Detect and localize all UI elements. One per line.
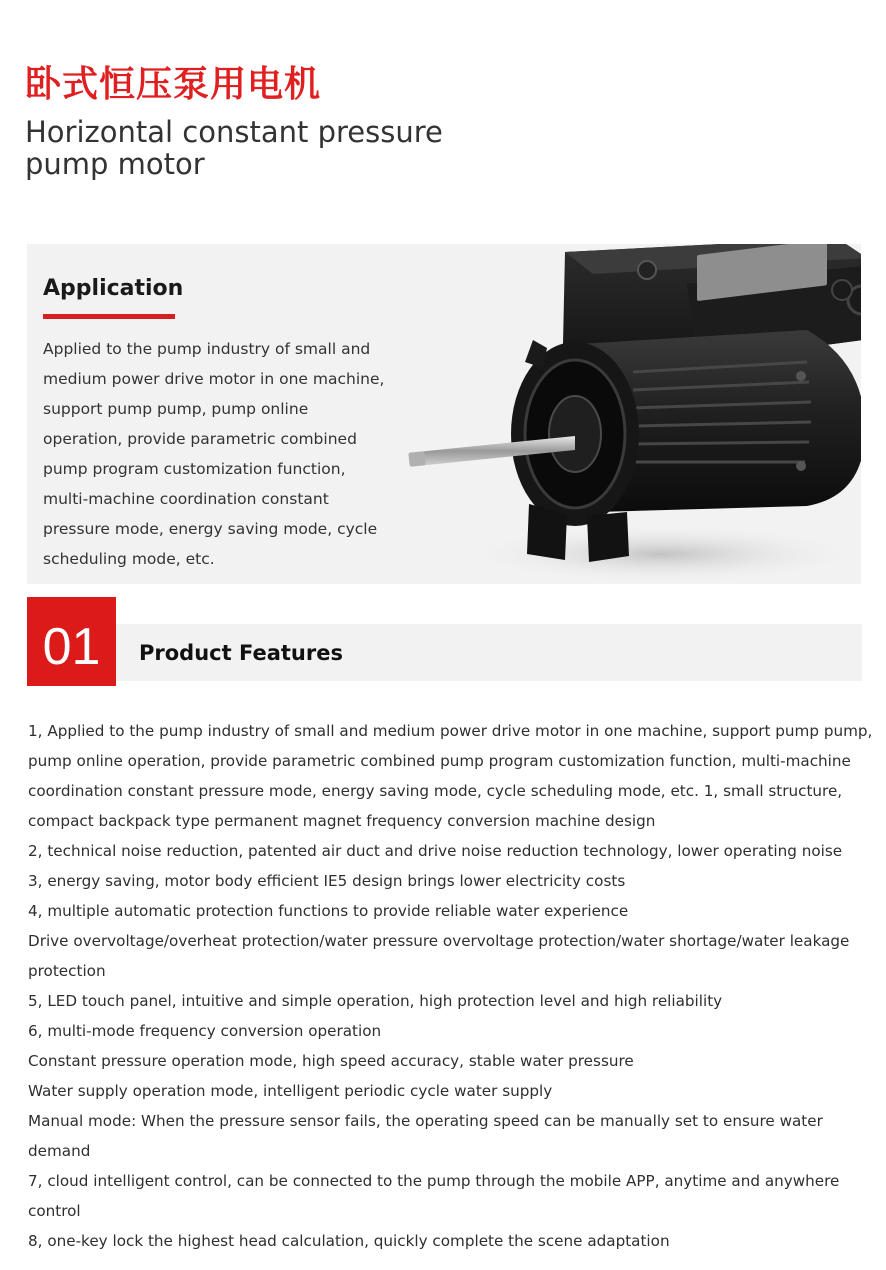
feature-item: 8, one-key lock the highest head calculation, quickly complete the scene adaptation (28, 1232, 670, 1250)
feature-item: 7, cloud intelligent control, can be connected to the pump through the mobile APP, anytime and anywhere control (28, 1172, 840, 1220)
feature-item: Water supply operation mode, intelligent periodic cycle water supply (28, 1082, 553, 1100)
application-heading: Application (43, 276, 184, 301)
feature-item: Manual mode: When the pressure sensor fails, the operating speed can be manually set to ensure water demand (28, 1112, 823, 1160)
application-description: Applied to the pump industry of small and medium power drive motor in one machine, support pump pump, pump online operation, provide parametric combined pump program customization function, multi-machine coordination constant pressure mode, energy saving mode, cycle scheduling mode, etc. (43, 340, 385, 568)
page-title-english: Horizontal constant pressure pump motor (25, 115, 443, 181)
feature-item: 6, multi-mode frequency conversion operation (28, 1022, 382, 1040)
section-number-badge (27, 597, 116, 686)
feature-item: 2, technical noise reduction, patented air duct and drive noise reduction technology, lower operating noise (28, 842, 843, 860)
application-heading-underline (43, 314, 175, 319)
feature-item: Constant pressure operation mode, high speed accuracy, stable water pressure (28, 1052, 634, 1070)
section-number: 01 (42, 618, 101, 676)
pump-motor-image (397, 244, 861, 584)
feature-item: Drive overvoltage/overheat protection/water pressure overvoltage protection/water shortage/water leakage protection (28, 932, 850, 980)
page-title-chinese: 卧式恒压泵用电机 (25, 64, 322, 105)
features-list (28, 716, 878, 1256)
feature-item: 4, multiple automatic protection functions to provide reliable water experience (28, 902, 629, 920)
feature-item: 3, energy saving, motor body efficient IE5 design brings lower electricity costs (28, 872, 626, 890)
features-title-bar (116, 624, 862, 681)
feature-item: 1, Applied to the pump industry of small and medium power drive motor in one machine, support pump pump, pump online operation, provide parametric combined pump program customization function, multi-machine coordination constant pressure mode, energy saving mode, cycle scheduling mode, etc. 1, small structure, compact backpack type permanent magnet frequency conversion machine design (28, 722, 873, 830)
application-panel (27, 244, 861, 584)
feature-item: 5, LED touch panel, intuitive and simple operation, high protection level and high reliability (28, 992, 723, 1010)
features-title: Product Features (139, 641, 343, 665)
